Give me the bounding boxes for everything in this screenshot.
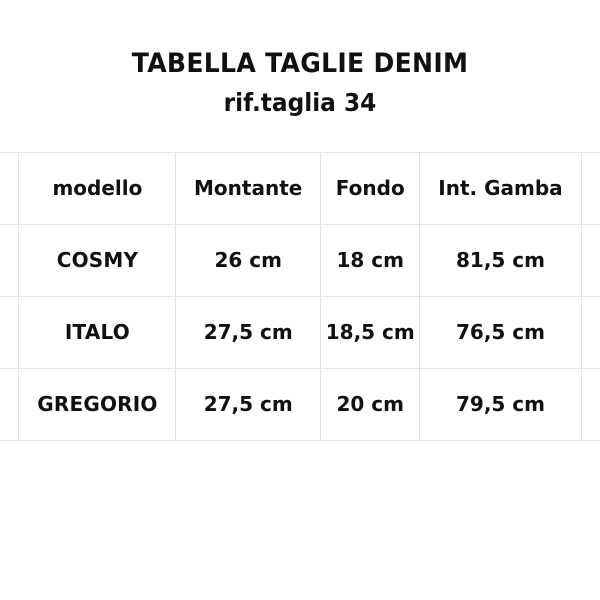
row-int-gamba: 76,5 cm (420, 296, 581, 368)
size-table (0, 152, 600, 441)
header-fondo: Fondo (321, 152, 420, 224)
table-header-row (0, 152, 600, 224)
header-int-gamba: Int. Gamba (420, 152, 581, 224)
row-model: ITALO (19, 296, 176, 368)
size-table-wrapper (0, 152, 600, 441)
edge-cell-left (0, 224, 19, 296)
table-row (0, 224, 600, 296)
edge-cell-right (581, 152, 600, 224)
row-model: GREGORIO (19, 368, 176, 440)
edge-cell-right (581, 224, 600, 296)
header-modello: modello (19, 152, 176, 224)
row-int-gamba: 79,5 cm (420, 368, 581, 440)
row-fondo: 20 cm (321, 368, 420, 440)
row-montante: 27,5 cm (176, 368, 321, 440)
edge-cell-right (581, 296, 600, 368)
row-model: COSMY (19, 224, 176, 296)
row-fondo: 18 cm (321, 224, 420, 296)
header-montante: Montante (176, 152, 321, 224)
page-title: TABELLA TAGLIE DENIM (131, 48, 469, 79)
table-row (0, 368, 600, 440)
edge-cell-left (0, 368, 19, 440)
page-subtitle: rif.taglia 34 (223, 88, 377, 118)
row-montante: 27,5 cm (176, 296, 321, 368)
row-montante: 26 cm (176, 224, 321, 296)
edge-cell-left (0, 152, 19, 224)
edge-cell-left (0, 296, 19, 368)
row-int-gamba: 81,5 cm (420, 224, 581, 296)
title-block (0, 48, 600, 118)
edge-cell-right (581, 368, 600, 440)
table-row (0, 296, 600, 368)
row-fondo: 18,5 cm (321, 296, 420, 368)
